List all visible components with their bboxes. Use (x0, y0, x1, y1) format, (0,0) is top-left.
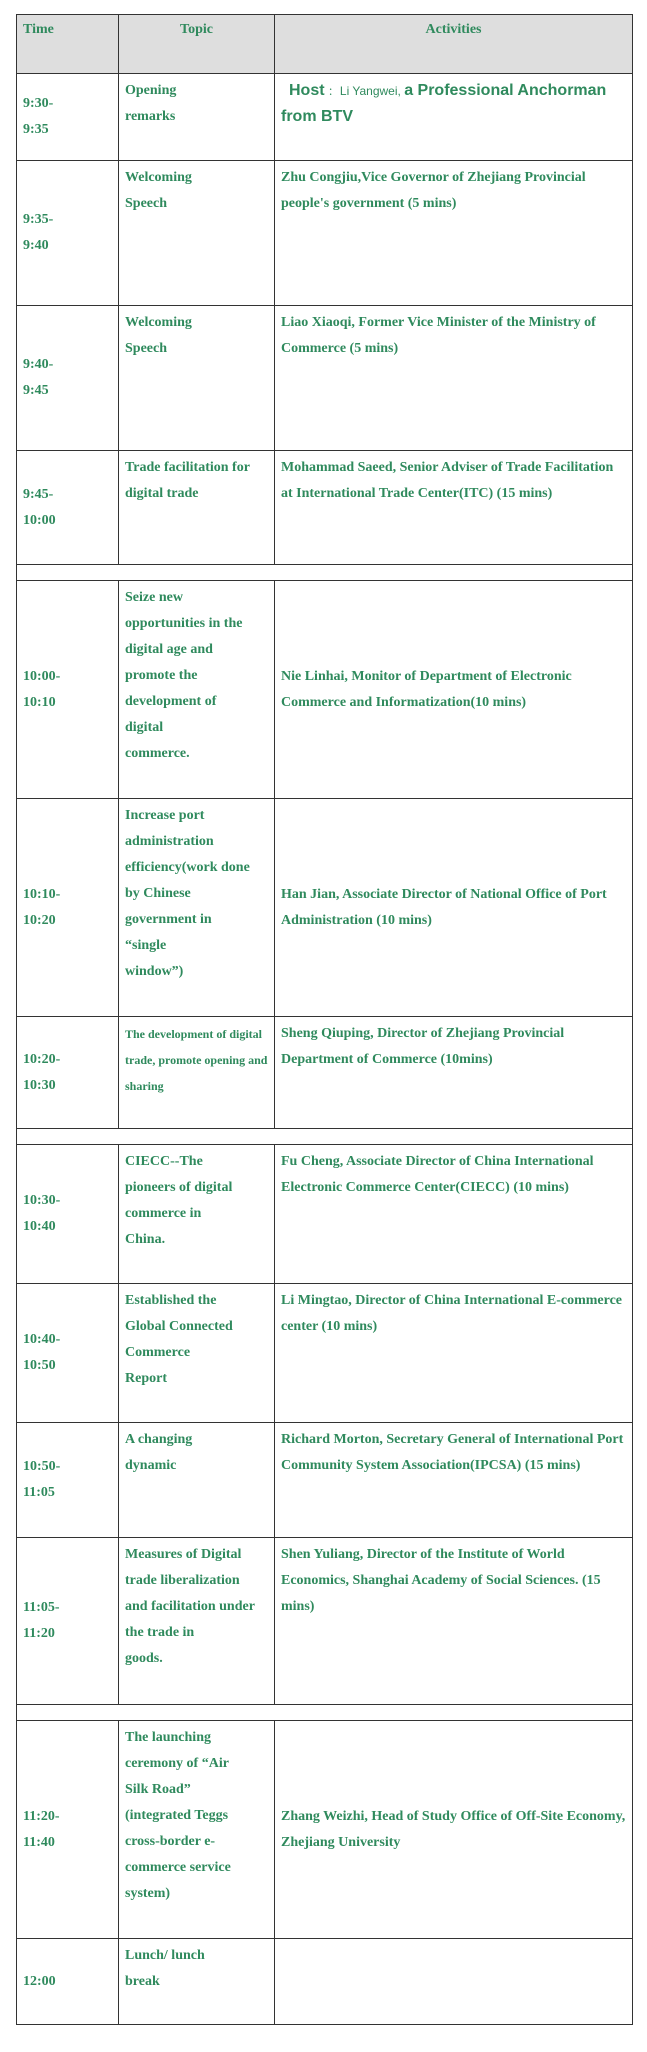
agenda-body (17, 74, 633, 2025)
agenda-topic: Welcoming Speech (119, 161, 275, 306)
agenda-time: 12:00 (17, 1939, 119, 2025)
agenda-time: 10:00- 10:10 (17, 581, 119, 799)
agenda-time: 11:05- 11:20 (17, 1538, 119, 1705)
agenda-topic: Trade facilitation for digital trade (119, 451, 275, 565)
agenda-wrapper (16, 14, 632, 2025)
agenda-topic: Established the Global Connected Commerce Report (119, 1284, 275, 1423)
agenda-activity: Mohammad Saeed, Senior Adviser of Trade Facilitation at International Trade Center(ITC) (15 mins) (275, 451, 633, 565)
agenda-activity: Han Jian, Associate Director of National Office of Port Administration (10 mins) (275, 799, 633, 1017)
agenda-time: 10:20- 10:30 (17, 1017, 119, 1129)
header-row (17, 15, 633, 74)
agenda-topic: Lunch/ lunch break (119, 1939, 275, 2025)
agenda-row (17, 1538, 633, 1705)
agenda-topic: CIECC--The pioneers of digital commerce in China. (119, 1145, 275, 1284)
agenda-topic: Opening remarks (119, 74, 275, 161)
agenda-row (17, 1423, 633, 1538)
agenda-time: 11:20- 11:40 (17, 1721, 119, 1939)
agenda-row (17, 1721, 633, 1939)
agenda-activity: Shen Yuliang, Director of the Institute of World Economics, Shanghai Academy of Social Sciences. (15 mins) (275, 1538, 633, 1705)
agenda-row (17, 581, 633, 799)
agenda-topic: The launching ceremony of “Air Silk Road” (integrated Teggs cross-border e- commerce service system) (119, 1721, 275, 1939)
group-spacer (17, 1705, 633, 1721)
header-time: Time (17, 15, 119, 74)
agenda-activity: Fu Cheng, Associate Director of China International Electronic Commerce Center(CIECC) (10 mins) (275, 1145, 633, 1284)
host-colon: ： (324, 84, 340, 98)
agenda-table (16, 14, 633, 2025)
agenda-row (17, 74, 633, 161)
agenda-row (17, 451, 633, 565)
agenda-time: 10:10- 10:20 (17, 799, 119, 1017)
agenda-topic: A changing dynamic (119, 1423, 275, 1538)
agenda-activity: Liao Xiaoqi, Former Vice Minister of the Ministry of Commerce (5 mins) (275, 306, 633, 451)
agenda-time: 10:40- 10:50 (17, 1284, 119, 1423)
agenda-activity: Li Mingtao, Director of China International E-commerce center (10 mins) (275, 1284, 633, 1423)
host-separator: , (397, 84, 405, 98)
agenda-row (17, 1284, 633, 1423)
agenda-topic: The development of digital trade, promote opening and sharing (119, 1017, 275, 1129)
agenda-topic: Seize new opportunities in the digital age and promote the development of digital commerce. (119, 581, 275, 799)
agenda-row (17, 799, 633, 1017)
header-topic: Topic (119, 15, 275, 74)
agenda-row (17, 306, 633, 451)
header-activities: Activities (275, 15, 633, 74)
agenda-row (17, 161, 633, 306)
agenda-activity: Nie Linhai, Monitor of Department of Electronic Commerce and Informatization(10 mins) (275, 581, 633, 799)
agenda-topic: Welcoming Speech (119, 306, 275, 451)
agenda-activity (275, 1939, 633, 2025)
agenda-time: 10:30- 10:40 (17, 1145, 119, 1284)
agenda-activity: Richard Morton, Secretary General of International Port Community System Association(IPCSA) (15 mins) (275, 1423, 633, 1538)
agenda-row (17, 1939, 633, 2025)
host-description: a Professional Anchorman from BTV (281, 82, 607, 125)
agenda-activity: Zhu Congjiu,Vice Governor of Zhejiang Provincial people's government (5 mins) (275, 161, 633, 306)
agenda-activity (275, 74, 633, 161)
agenda-time: 9:35- 9:40 (17, 161, 119, 306)
agenda-activity: Zhang Weizhi, Head of Study Office of Off-Site Economy, Zhejiang University (275, 1721, 633, 1939)
agenda-time: 9:45- 10:00 (17, 451, 119, 565)
agenda-row (17, 1145, 633, 1284)
agenda-time: 9:30- 9:35 (17, 74, 119, 161)
agenda-time: 9:40- 9:45 (17, 306, 119, 451)
host-label: Host (289, 82, 325, 99)
group-spacer (17, 1129, 633, 1145)
host-name: Li Yangwei (339, 84, 398, 98)
agenda-topic: Increase port administration efficiency(work done by Chinese government in “single window”) (119, 799, 275, 1017)
agenda-time: 10:50- 11:05 (17, 1423, 119, 1538)
agenda-topic: Measures of Digital trade liberalization and facilitation under the trade in goods. (119, 1538, 275, 1705)
agenda-row (17, 1017, 633, 1129)
agenda-activity: Sheng Qiuping, Director of Zhejiang Provincial Department of Commerce (10mins) (275, 1017, 633, 1129)
group-spacer (17, 565, 633, 581)
